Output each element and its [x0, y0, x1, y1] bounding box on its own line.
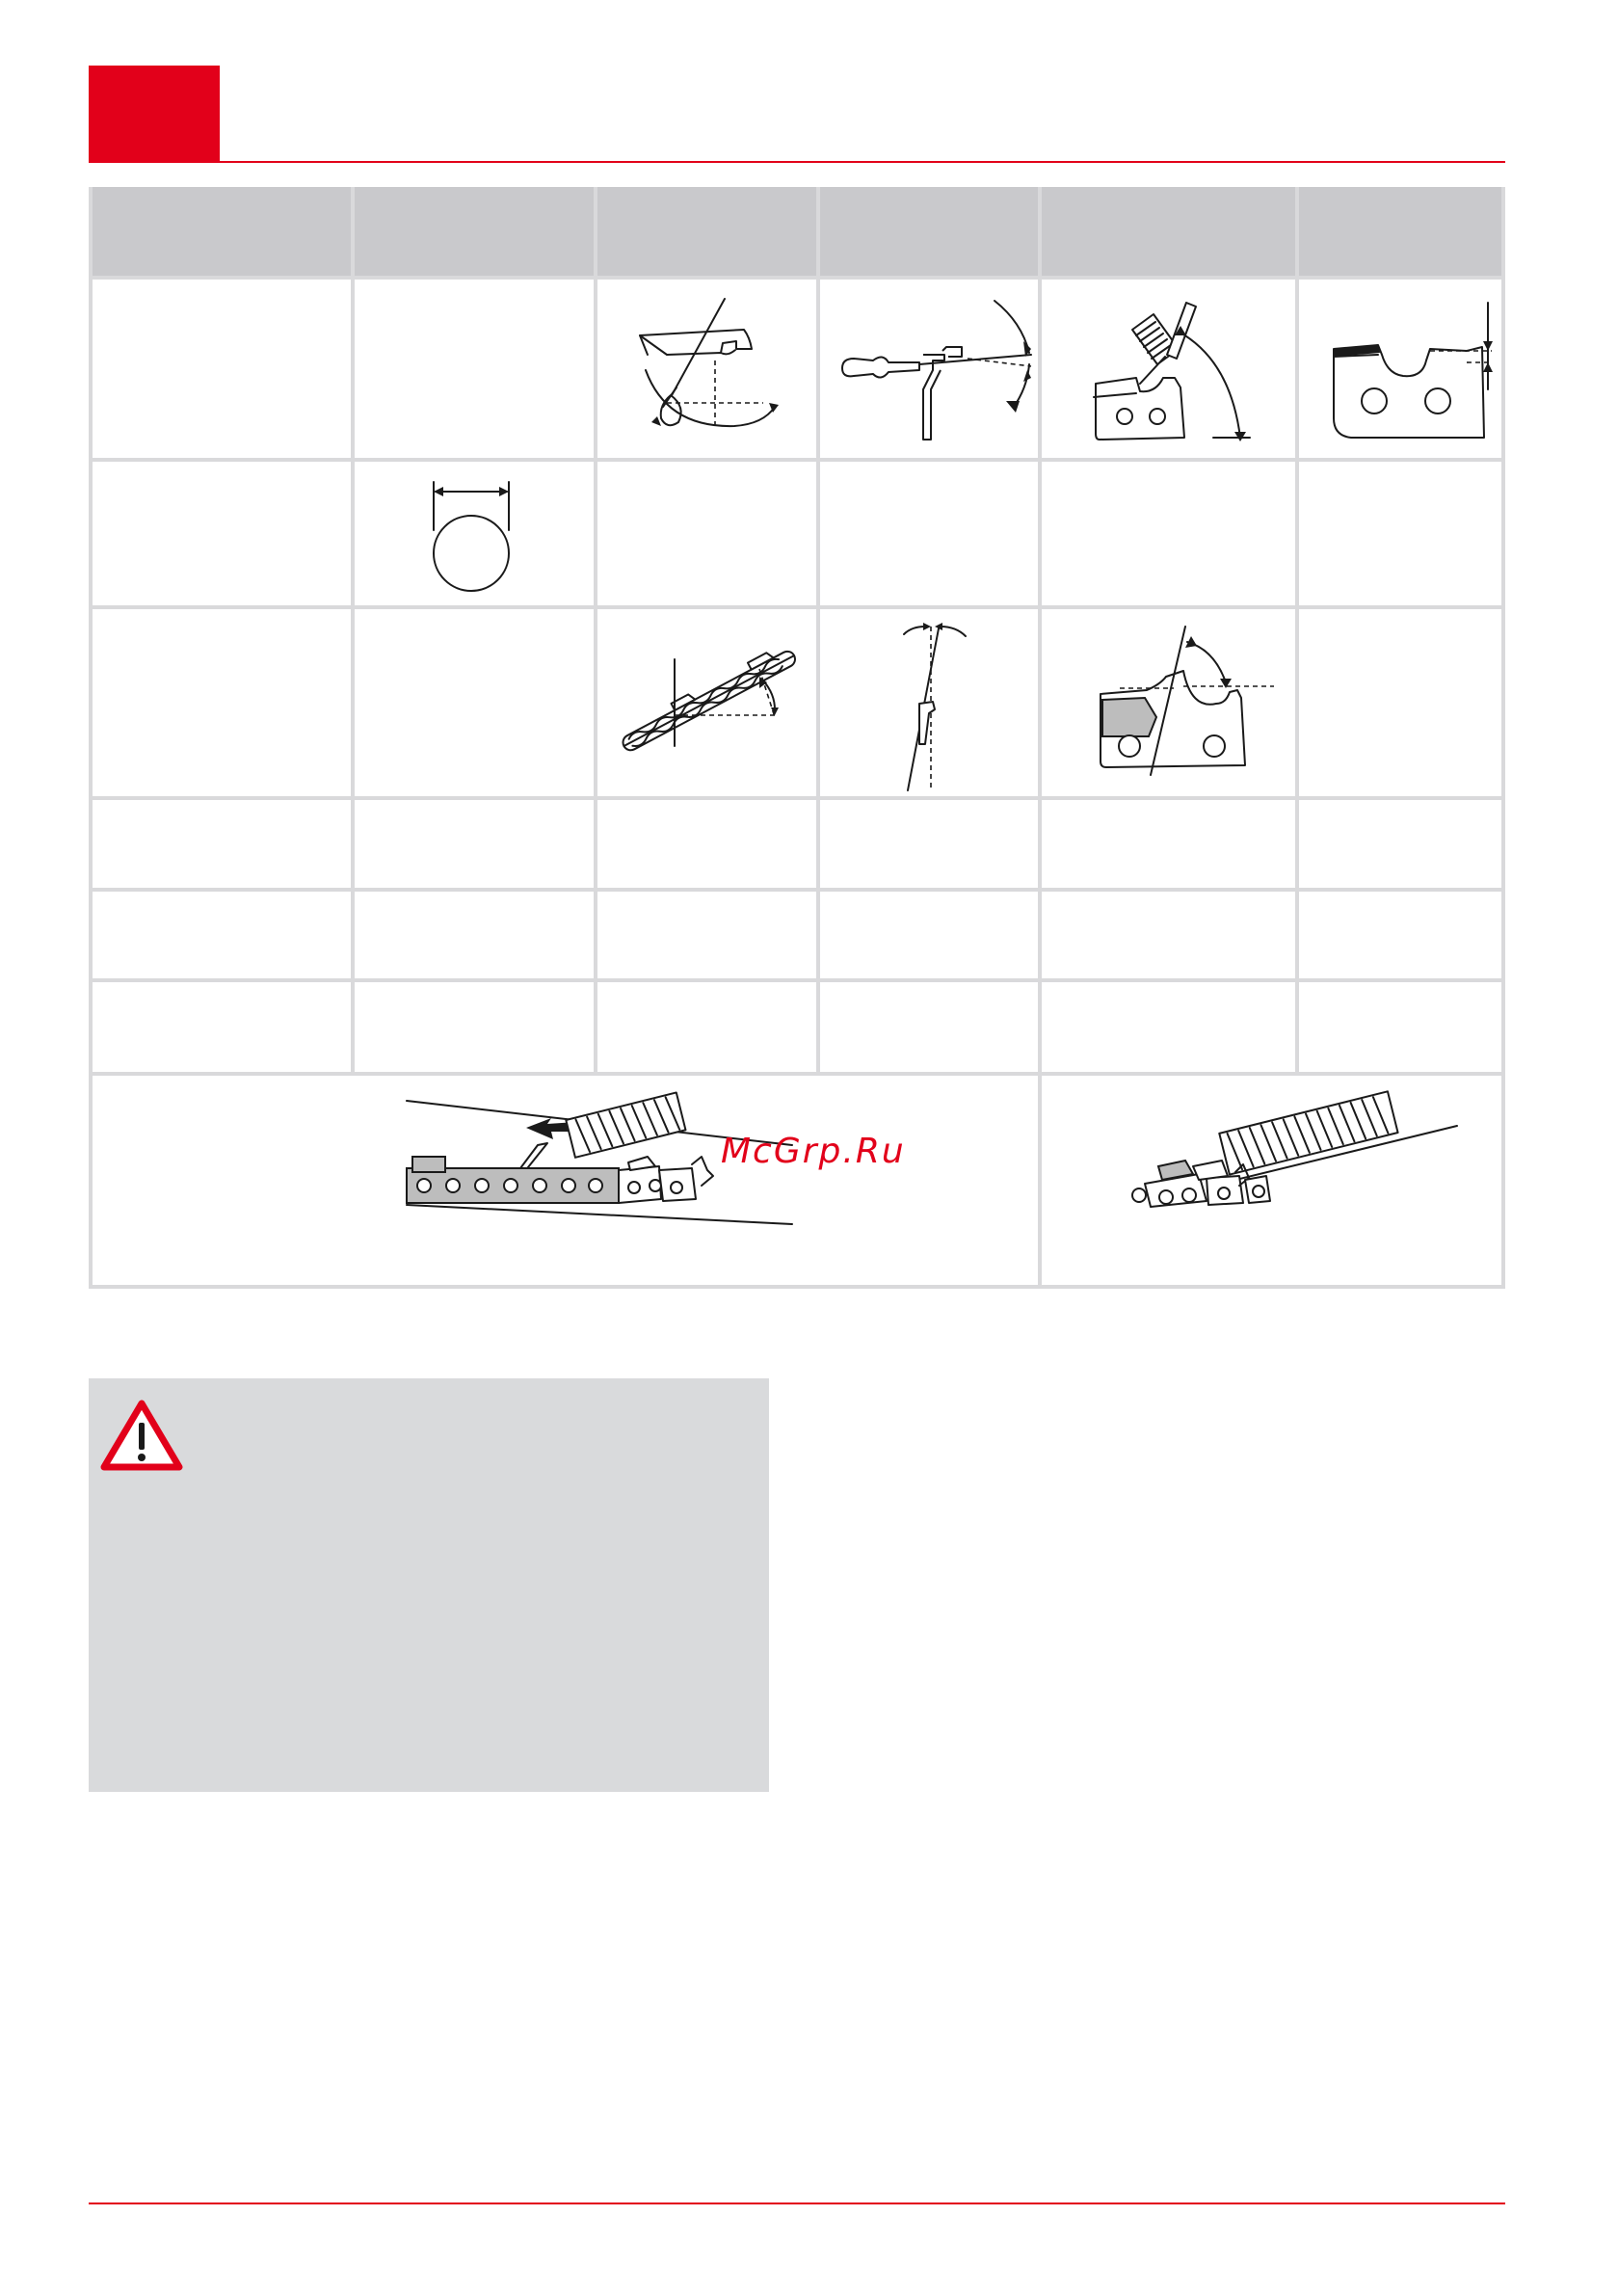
footer-rule: [89, 2203, 1505, 2204]
warning-triangle-icon: [98, 1398, 185, 1475]
grid-line: [89, 458, 1505, 462]
depth-gauge-tool-figure: [1086, 293, 1288, 457]
file-handle-tilt-figure: [833, 293, 1035, 438]
file-guide-angle-figure: [628, 293, 802, 438]
table-header-row: [89, 187, 1505, 276]
grid-line: [1501, 187, 1505, 1289]
side-plate-tilt-figure: [896, 621, 973, 794]
grid-line: [594, 187, 597, 1076]
cutter-height-figure: [1322, 293, 1496, 438]
grid-line: [89, 796, 1505, 800]
grid-line: [89, 1285, 1505, 1289]
depth-gauge-rounding-figure: [1129, 1093, 1457, 1238]
sharpening-table: [89, 187, 1505, 1289]
watermark-text: McGrp.Ru: [721, 1132, 906, 1171]
grid-line: [89, 888, 1505, 892]
grid-line: [1295, 187, 1299, 1076]
file-diameter-figure: [428, 476, 515, 592]
top-plate-angle-figure: [605, 601, 808, 794]
grid-line: [89, 276, 1505, 280]
grid-line: [1038, 187, 1042, 1289]
grid-line: [89, 978, 1505, 982]
warning-box: [89, 1378, 769, 1792]
grid-line: [351, 187, 355, 1076]
grid-line: [89, 187, 93, 1289]
section-marker: [89, 66, 220, 163]
grid-line: [89, 1072, 1505, 1076]
cutter-side-angle-figure: [1091, 621, 1284, 785]
header-rule: [89, 161, 1505, 163]
grid-line: [816, 187, 820, 1076]
